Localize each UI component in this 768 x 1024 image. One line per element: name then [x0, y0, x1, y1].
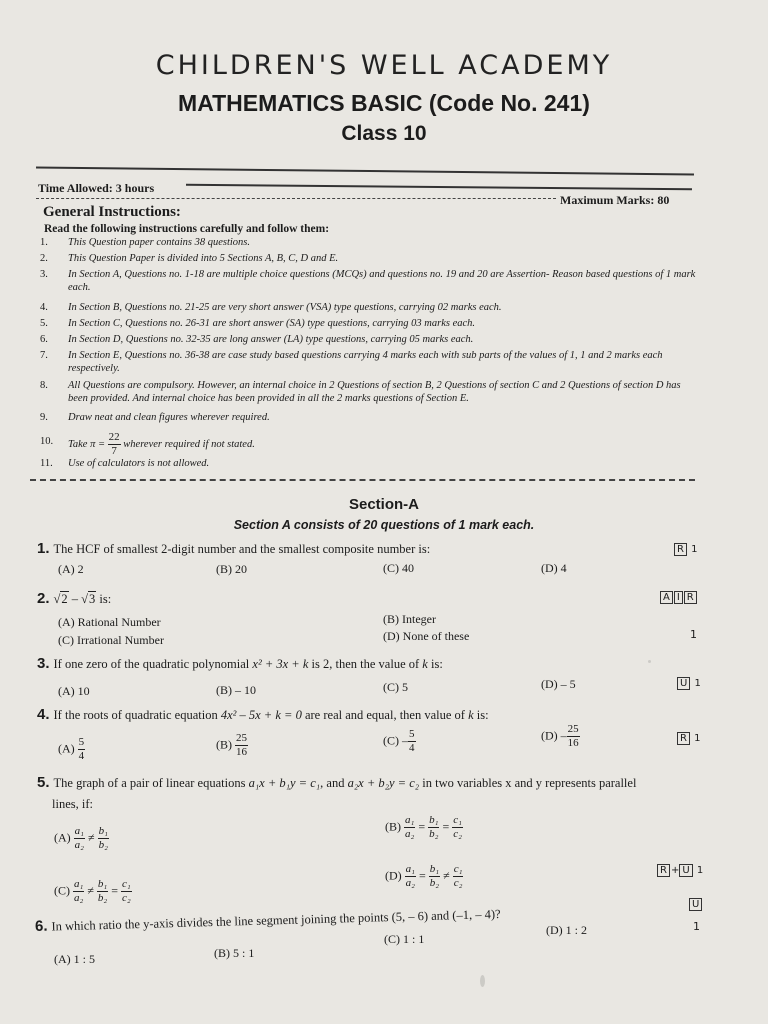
q5-option-b: (B) $\frac{\text{a₁}}{\text{a₂}}$ = $\frac{\text{b₁}}{\text{b₂}}$ = $\frac{\text{c₁}}{\text{c₂}}$ — [385, 814, 462, 840]
q2-option-b: (B) Integer — [383, 612, 436, 626]
maximum-marks: Maximum Marks: 80 — [560, 193, 670, 207]
q3-option-a: (A) 10 — [58, 684, 90, 698]
divider-top — [36, 167, 694, 176]
question-4: 4. If the roots of quadratic equation 4x² – 5x + k = 0 are real and equal, then value of k is: — [37, 706, 489, 723]
class-title: Class 10 — [341, 122, 427, 145]
q4-option-b: (B) $\frac{25}{16}$ — [216, 732, 247, 758]
subject-title: MATHEMATICS BASIC (Code No. 241) — [178, 90, 590, 116]
instruction-item: 8. All Questions are compulsory. However, an internal choice in 2 Questions of section B, 2 Questions of section C and 2 Questions of section D has been provided. And internal choice has been provided in all the 2 marks questions of Section E. — [40, 380, 681, 404]
q2-option-d: (D) None of these — [383, 629, 470, 643]
q3-option-d: (D) – 5 — [541, 677, 576, 691]
q5-option-c: (C) $\frac{\text{a₁}}{\text{a₂}}$ ≠ $\frac{\text{b₁}}{\text{b₂}}$ = $\frac{\text{c₁}}{\text{c₂}}$ — [54, 878, 131, 904]
q5-option-a: (A) $\frac{\text{a₁}}{\text{a₂}}$ ≠ $\frac{\text{b₁}}{\text{b₂}}$ — [54, 825, 108, 851]
q3-option-c: (C) 5 — [383, 680, 408, 694]
question-2-marks: 1 — [690, 628, 697, 641]
divider-meta — [186, 184, 692, 190]
divider-dashed-2 — [30, 479, 695, 481]
instruction-item: 3. In Section A, Questions no. 1-18 are multiple choice questions (MCQs) and questions no. 19 and 20 are Assertion- Reason based questions of 1 mark each. — [40, 269, 696, 293]
question-3: 3. If one zero of the quadratic polynomial x² + 3x + k is 2, then the value of k is: — [37, 655, 443, 672]
q2-option-c: (C) Irrational Number — [58, 633, 164, 647]
q6-option-a: (A) 1 : 5 — [54, 952, 95, 966]
divider-dashed-1 — [36, 198, 556, 199]
academy-name: CHILDREN'S WELL ACADEMY — [155, 50, 613, 81]
time-allowed: Time Allowed: 3 hours — [38, 181, 155, 195]
q4-option-c: (C) – $\frac{5}{4}$ — [383, 728, 415, 754]
scan-smudge — [648, 660, 651, 663]
question-3-tag: U 1 — [677, 677, 701, 690]
question-6-marks: 1 — [693, 920, 700, 933]
question-1: 1. The HCF of smallest 2-digit number and the smallest composite number is: — [37, 540, 431, 557]
q4-option-a: (A) $\frac{5}{4}$ — [58, 736, 85, 762]
instruction-item: 4. In Section B, Questions no. 21-25 are very short answer (VSA) type questions, carrying 02 marks each. — [40, 302, 502, 313]
instruction-item: 10. Take π = $\frac{22}{7}$ wherever required if not stated. — [40, 431, 255, 457]
instruction-item: 2. This Question Paper is divided into 5 Sections A, B, C, D and E. — [40, 253, 339, 264]
q6-option-b: (B) 5 : 1 — [214, 946, 255, 960]
question-6-tag: U — [689, 898, 703, 911]
q4-option-d: (D) – $\frac{25}{16}$ — [541, 723, 579, 749]
section-subtitle: Section A consists of 20 questions of 1 mark each. — [233, 518, 535, 532]
instructions-read: Read the following instructions carefully and follow them: — [44, 223, 330, 235]
instruction-item: 5. In Section C, Questions no. 26-31 are short answer (SA) type questions, carrying 03 marks each. — [40, 318, 476, 329]
q1-option-d: (D) 4 — [541, 561, 567, 575]
question-5-tags: R + U 1 — [657, 864, 703, 877]
section-title: Section-A — [348, 496, 419, 513]
instruction-item: 6. In Section D, Questions no. 32-35 are long answer (LA) type questions, carrying 05 marks each. — [40, 334, 474, 345]
q2-option-a: (A) Rational Number — [58, 615, 161, 629]
q3-option-b: (B) – 10 — [216, 683, 256, 697]
q1-option-a: (A) 2 — [58, 562, 84, 576]
question-1-tag: R 1 — [674, 543, 698, 556]
question-4-tag: R 1 — [677, 732, 701, 745]
question-2-tags: A I R — [660, 591, 698, 604]
question-2: 2. √2 – √3 is: — [37, 590, 112, 607]
q5-option-d: (D) $\frac{\text{a₁}}{\text{a₂}}$ = $\frac{\text{b₁}}{\text{b₂}}$ ≠ $\frac{\text{c₁}}{\text{c₂}}$ — [385, 863, 463, 889]
instruction-item: 1. This Question paper contains 38 questions. — [40, 237, 251, 248]
instruction-item: 9. Draw neat and clean figures wherever required. — [40, 412, 270, 423]
q6-option-c: (C) 1 : 1 — [384, 932, 425, 946]
q1-option-b: (B) 20 — [216, 562, 247, 576]
question-5: 5. The graph of a pair of linear equations a₁x + b₁y = c₁, and a₂x + b₂y = c₂ in two variables x and y represents parallel — [37, 774, 637, 791]
question-6: 6. In which ratio the y-axis divides the line segment joining the points (5, – 6) and (–1, – 4)? — [34, 906, 501, 935]
q6-option-d: (D) 1 : 2 — [546, 923, 587, 937]
instruction-item: 11. Use of calculators is not allowed. — [40, 458, 210, 469]
q1-option-c: (C) 40 — [383, 561, 414, 575]
question-5-cont: lines, if: — [52, 797, 93, 811]
instruction-item: 7. In Section E, Questions no. 36-38 are case study based questions carrying 4 marks each with sub parts of the values of 1, 1 and 2 marks each respectively. — [40, 350, 663, 374]
scan-smudge — [480, 975, 485, 987]
instructions-title: General Instructions: — [43, 204, 181, 220]
